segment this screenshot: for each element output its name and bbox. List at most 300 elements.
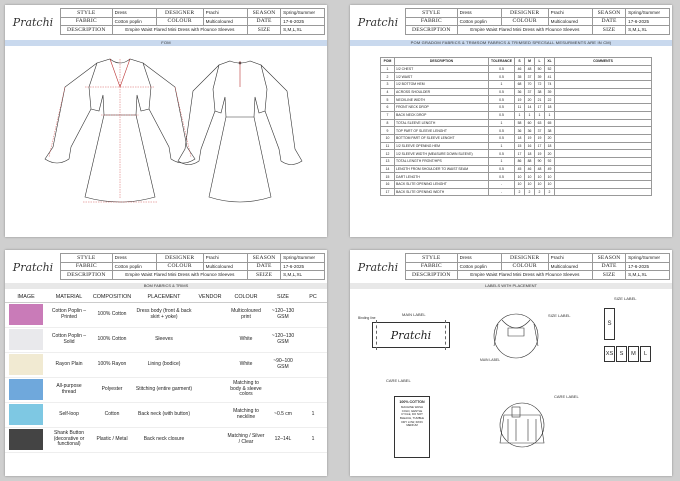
pom-m: 60 (525, 119, 535, 127)
measurement-row (381, 127, 652, 135)
fabric-label: FABRIC (406, 17, 458, 26)
col-size: SIZE (267, 292, 299, 302)
header (5, 5, 327, 39)
pom-l: 38 (535, 88, 545, 96)
pom-l: 2 (535, 188, 545, 196)
back-view (178, 61, 302, 202)
header-table (405, 253, 670, 280)
header (350, 250, 672, 284)
pom-m: 20 (525, 96, 535, 104)
pom-comments (555, 134, 652, 142)
pom-xl: 65 (545, 119, 555, 127)
bom-image-cell (5, 302, 47, 327)
bom-image-cell (5, 427, 47, 452)
measurement-row (381, 104, 652, 112)
pom-xl: 49 (545, 165, 555, 173)
front-sleeve-left (45, 63, 97, 163)
pom-tolerance: 0.5 (489, 104, 515, 112)
size-label-set (604, 346, 651, 362)
bom-composition: Plastic / Metal (91, 427, 133, 452)
tech-pack-page-labels[interactable] (350, 250, 672, 476)
measurement-row (381, 96, 652, 104)
pom-l: 19 (535, 134, 545, 142)
pom-m: 88 (525, 157, 535, 165)
pom-description: DART LENGTH (395, 173, 489, 181)
pom-l: 39 (535, 73, 545, 81)
pom-description: 1/2 SLEEVE WIDTH (MEASURE DOWN SLEEVE) (395, 150, 489, 158)
season-value: Spring/Summer (281, 254, 325, 263)
fabric-value: Cotton poplin (457, 17, 501, 26)
section-band: LABELS WITH PLACEMENT (350, 283, 672, 289)
col-xl: XL (545, 58, 555, 66)
measurement-row (381, 157, 652, 165)
date-value: 17-6-2025 (281, 17, 325, 26)
measurement-row (381, 73, 652, 81)
measurement-row (381, 165, 652, 173)
pom-m: 37 (525, 73, 535, 81)
header (5, 250, 327, 284)
pom-xl: 92 (545, 157, 555, 165)
pom-number: 8 (381, 119, 395, 127)
bom-colour: Multicoloured print (225, 302, 267, 327)
pom-number: 3 (381, 81, 395, 89)
front-sleeve-right (143, 63, 195, 163)
season-value: Spring/Summer (626, 9, 670, 18)
style-value: Dress (457, 254, 501, 263)
fabric-value: Cotton poplin (112, 262, 156, 271)
pom-comments (555, 127, 652, 135)
pom-comments (555, 165, 652, 173)
description-value: Empire Waist Flared Mini Dress with Flounce Sleeves (112, 271, 247, 280)
pom-l: 48 (535, 165, 545, 173)
material-swatch-image (9, 404, 43, 425)
bom-material: All-purpose thread (47, 377, 91, 402)
designer-value: Prachi (548, 254, 592, 263)
dress-flat-sketch (5, 47, 327, 237)
pom-s: 58 (515, 119, 525, 127)
pom-m: 10 (525, 181, 535, 189)
pom-l: 21 (535, 96, 545, 104)
size-value: S,M,L,XL (281, 271, 325, 280)
measurement-row (381, 173, 652, 181)
bom-vendor (195, 402, 225, 427)
style-label: STYLE (61, 9, 113, 18)
pom-s: 19 (515, 96, 525, 104)
pom-xl: 39 (545, 88, 555, 96)
pom-description: TOP PART OF SLEEVE LENGHT (395, 127, 489, 135)
section-band: FOM (5, 40, 327, 46)
pom-number: 1 (381, 65, 395, 73)
bom-composition: 100% Cotton (91, 327, 133, 352)
col-colour: COLOUR (225, 292, 267, 302)
pom-number: 4 (381, 88, 395, 96)
pom-description: FRONT NECK DROP (395, 104, 489, 112)
header-table (60, 8, 325, 35)
pom-xl: 2 (545, 188, 555, 196)
season-label: SEASON (248, 9, 281, 18)
size-label: SIZE (593, 26, 626, 35)
bom-size: ~0.5 cm (267, 402, 299, 427)
size-tag-l: L (640, 346, 651, 362)
pom-number: 9 (381, 127, 395, 135)
season-value: Spring/Summer (281, 9, 325, 18)
size-label: SIZE (248, 26, 281, 35)
bom-pc: 1 (299, 427, 327, 452)
pom-l: 10 (535, 181, 545, 189)
pom-tolerance: 0.5 (489, 73, 515, 81)
pom-comments (555, 88, 652, 96)
pom-s: 46 (515, 65, 525, 73)
material-swatch-image (9, 379, 43, 400)
date-value: 17-6-2025 (281, 262, 325, 271)
bom-material: Shank Button (decorative or functional) (47, 427, 91, 452)
pom-comments (555, 73, 652, 81)
designer-value: Prachi (203, 254, 247, 263)
bom-composition: Cotton (91, 402, 133, 427)
pom-s: 10 (515, 173, 525, 181)
bom-vendor (195, 377, 225, 402)
header-table (60, 253, 325, 280)
style-value: Dress (457, 9, 501, 18)
designer-label: DESIGNER (501, 254, 548, 263)
description-value: Empire Waist Flared Mini Dress with Flounce Sleeves (112, 26, 247, 35)
fabric-value: Cotton poplin (457, 262, 501, 271)
pom-m: 37 (525, 88, 535, 96)
main-label-artwork: Pratchi (372, 322, 450, 348)
pom-l: 72 (535, 81, 545, 89)
designer-label: DESIGNER (156, 9, 203, 18)
designer-label: DESIGNER (501, 9, 548, 18)
pom-xl: 74 (545, 81, 555, 89)
col-pc: PC (299, 292, 327, 302)
bom-composition: 100% Cotton (91, 302, 133, 327)
measurement-row (381, 65, 652, 73)
bom-pc (299, 352, 327, 377)
col-description: DESCRIPTION (395, 58, 489, 66)
pom-number: 11 (381, 142, 395, 150)
col-s: S (515, 58, 525, 66)
pom-l: 37 (535, 127, 545, 135)
bom-vendor (195, 352, 225, 377)
col-tolerance: TOLERANCE (489, 58, 515, 66)
style-value: Dress (112, 9, 156, 18)
material-swatch-image (9, 304, 43, 325)
fabric-value: Cotton poplin (112, 17, 156, 26)
pom-l: 10 (535, 173, 545, 181)
pom-tolerance: 0.5 (489, 127, 515, 135)
size-tag-xs: XS (604, 346, 615, 362)
pom-number: 14 (381, 165, 395, 173)
measurement-row (381, 81, 652, 89)
pom-number: 17 (381, 188, 395, 196)
season-label: SEASON (593, 254, 626, 263)
measurement-row (381, 111, 652, 119)
bom-composition: Polyester (91, 377, 133, 402)
col-placement: PLACEMENT (133, 292, 195, 302)
pom-l: 1 (535, 111, 545, 119)
size-label-caption-neck: SIZE LABEL (548, 313, 571, 318)
brand-logo: Pratchi (12, 15, 54, 29)
size-tag-m: M (628, 346, 639, 362)
bom-size: ~120–130 GSM (267, 327, 299, 352)
col-comments: COMMENTS (555, 58, 652, 66)
material-swatch-image (9, 354, 43, 375)
pom-m: 1 (525, 111, 535, 119)
pom-l: 19 (535, 150, 545, 158)
pom-number: 16 (381, 181, 395, 189)
pom-comments (555, 65, 652, 73)
bom-placement: Sleeves (133, 327, 195, 352)
bom-material: Cotton Poplin – Solid (47, 327, 91, 352)
bom-pc (299, 327, 327, 352)
pom-tolerance: 0.5 (489, 134, 515, 142)
bom-table (5, 292, 327, 453)
tech-pack-page-bom[interactable] (5, 250, 327, 476)
size-label-single: S (604, 308, 615, 340)
pom-m: 36 (525, 127, 535, 135)
date-value: 17-6-2025 (626, 262, 670, 271)
pom-s: 1 (515, 111, 525, 119)
tech-pack-page-measurements[interactable] (350, 5, 672, 237)
pom-description: ACROSS SHOULDER (395, 88, 489, 96)
fabric-label: FABRIC (406, 262, 458, 271)
date-label: DATE (593, 17, 626, 26)
bom-header-row (5, 292, 327, 302)
bom-vendor (195, 427, 225, 452)
pom-comments (555, 157, 652, 165)
pom-m: 16 (525, 142, 535, 150)
colour-label: COLOUR (501, 17, 548, 26)
pom-number: 15 (381, 173, 395, 181)
pom-s: 15 (515, 142, 525, 150)
bom-pc (299, 302, 327, 327)
colour-label: COLOUR (501, 262, 548, 271)
pom-tolerance: 0.5 (489, 150, 515, 158)
binding-line-caption: Binding line (358, 316, 376, 320)
pom-s: 10 (515, 181, 525, 189)
bom-row (5, 352, 327, 377)
pom-description: 1/2 CHEST (395, 65, 489, 73)
description-value: Empire Waist Flared Mini Dress with Flounce Sleeves (457, 271, 592, 280)
section-band: BOM FABRICS & TRIMS (5, 283, 327, 289)
pom-description: 1/2 SLEEVE OPENING HEM (395, 142, 489, 150)
bom-placement: Back neck (with button) (133, 402, 195, 427)
pom-number: 2 (381, 73, 395, 81)
pom-m: 10 (525, 173, 535, 181)
description-label: DESCRIPTION (61, 26, 113, 35)
colour-value: Multicoloured (203, 262, 247, 271)
colour-value: Multicoloured (203, 17, 247, 26)
pom-m: 48 (525, 65, 535, 73)
pom-s: 35 (515, 73, 525, 81)
pom-tolerance: 0.5 (489, 96, 515, 104)
pom-description: BACK SLITE OPENING LENGHT (395, 181, 489, 189)
pom-m: 46 (525, 165, 535, 173)
pom-xl: 41 (545, 73, 555, 81)
pom-s: 45 (515, 165, 525, 173)
fabric-label: FABRIC (61, 17, 113, 26)
pom-l: 50 (535, 65, 545, 73)
pom-s: 11 (515, 104, 525, 112)
main-label-caption-neck: MAIN LABEL (480, 358, 500, 362)
pom-s: 17 (515, 150, 525, 158)
bom-size (267, 377, 299, 402)
bom-row (5, 427, 327, 452)
col-material: MATERIAL (47, 292, 91, 302)
pom-xl: 1 (545, 111, 555, 119)
bom-row (5, 327, 327, 352)
colour-label: COLOUR (156, 262, 203, 271)
bom-vendor (195, 327, 225, 352)
bom-pc: 1 (299, 402, 327, 427)
size-value: S,M,L,XL (281, 26, 325, 35)
pom-number: 10 (381, 134, 395, 142)
pom-comments (555, 188, 652, 196)
header-table (405, 8, 670, 35)
pom-xl: 18 (545, 104, 555, 112)
pom-s: 86 (515, 157, 525, 165)
size-label: SIZE (593, 271, 626, 280)
size-label-caption: SIZE LABEL (614, 296, 637, 301)
colour-label: COLOUR (156, 17, 203, 26)
pom-xl: 38 (545, 127, 555, 135)
date-label: DATE (248, 262, 281, 271)
pom-s: 36 (515, 127, 525, 135)
bom-colour: Matching to body & sleeve colors (225, 377, 267, 402)
col-vendor: VENDOR (195, 292, 225, 302)
pom-s: 68 (515, 81, 525, 89)
pom-tolerance: 0.5 (489, 173, 515, 181)
material-swatch-image (9, 429, 43, 450)
tech-pack-page-flat-sketch[interactable] (5, 5, 327, 237)
material-swatch-image (9, 329, 43, 350)
pom-m: 14 (525, 104, 535, 112)
bom-vendor (195, 302, 225, 327)
season-value: Spring/Summer (626, 254, 670, 263)
bom-material: Rayon Plain (47, 352, 91, 377)
bom-placement: Dress body (front & back skirt + yoke) (133, 302, 195, 327)
bom-image-cell (5, 352, 47, 377)
bom-image-cell (5, 327, 47, 352)
bom-colour: White (225, 327, 267, 352)
designer-value: Prachi (548, 9, 592, 18)
bom-placement: Lining (bodice) (133, 352, 195, 377)
measurement-row (381, 181, 652, 189)
pom-comments (555, 181, 652, 189)
pom-description: TOTAL SLEEVE LENGTH (395, 119, 489, 127)
measurement-row (381, 142, 652, 150)
style-label: STYLE (406, 254, 458, 263)
col-m: M (525, 58, 535, 66)
measurement-row (381, 150, 652, 158)
pom-m: 19 (525, 134, 535, 142)
bom-pc (299, 377, 327, 402)
pom-description: BACK NECK DROP (395, 111, 489, 119)
pom-number: 7 (381, 111, 395, 119)
season-label: SEASON (248, 254, 281, 263)
care-label-caption: CARE LABEL (386, 378, 411, 383)
colour-value: Multicoloured (548, 17, 592, 26)
date-label: DATE (248, 17, 281, 26)
bom-colour: White (225, 352, 267, 377)
bom-image-cell (5, 377, 47, 402)
brand-logo: Pratchi (357, 15, 399, 29)
main-label-stitch-lines (376, 320, 446, 350)
pom-comments (555, 142, 652, 150)
care-label-heading: 100% COTTON (399, 400, 425, 404)
description-label: DESCRIPTION (406, 26, 458, 35)
style-label: STYLE (406, 9, 458, 18)
pom-tolerance: 0.5 (489, 65, 515, 73)
pom-description: LENGTH FROM SHOULDER TO WAIST SEAM (395, 165, 489, 173)
style-value: Dress (112, 254, 156, 263)
bom-material: Cotton Poplin – Printed (47, 302, 91, 327)
pom-comments (555, 81, 652, 89)
pom-s: 2 (515, 188, 525, 196)
pom-xl: 52 (545, 65, 555, 73)
size-tag-s: S (616, 346, 627, 362)
brand-logo: Pratchi (12, 260, 54, 274)
pom-m: 2 (525, 188, 535, 196)
pom-l: 17 (535, 142, 545, 150)
bom-image-cell (5, 402, 47, 427)
pom-tolerance: 0.5 (489, 165, 515, 173)
size-value: S,M,L,XL (626, 26, 670, 35)
bom-size: ~120–130 GSM (267, 302, 299, 327)
designer-value: Prachi (203, 9, 247, 18)
pom-l: 63 (535, 119, 545, 127)
care-label-text: MACHINE WASH COLD, GENTLE CYCLE, DO NOT BLEACH, TUMBLE DRY LOW, IRON MEDIUM (399, 405, 425, 428)
pom-number: 13 (381, 157, 395, 165)
pom-number: 6 (381, 104, 395, 112)
pom-xl: 18 (545, 142, 555, 150)
measurement-table (380, 57, 652, 196)
care-label-caption-seam: CARE LABEL (554, 394, 579, 399)
pom-comments (555, 173, 652, 181)
pom-comments (555, 119, 652, 127)
designer-label: DESIGNER (156, 254, 203, 263)
pom-xl: 20 (545, 134, 555, 142)
col-pom: POM (381, 58, 395, 66)
pom-tolerance: - (489, 188, 515, 196)
bom-placement: Stitching (entire garment) (133, 377, 195, 402)
pom-comments (555, 96, 652, 104)
pom-xl: 20 (545, 150, 555, 158)
pom-m: 18 (525, 150, 535, 158)
pom-s: 18 (515, 134, 525, 142)
section-band: POM GRADOM FABRICS & TRIMSOM FABRICS & TRIMSED SPECSALL MESURMENTS ARE IN CM) (350, 40, 672, 46)
date-label: DATE (593, 262, 626, 271)
size-label: SEIZE (248, 271, 281, 280)
bom-colour: Matching / Silver / Clear (225, 427, 267, 452)
bom-size: 12–14L (267, 427, 299, 452)
bom-composition: 100% Rayon (91, 352, 133, 377)
colour-value: Multicoloured (548, 262, 592, 271)
pom-description: BACK SLITE OPENING WIDTH (395, 188, 489, 196)
pom-number: 12 (381, 150, 395, 158)
col-l: L (535, 58, 545, 66)
pom-comments (555, 111, 652, 119)
pom-tolerance: 1 (489, 142, 515, 150)
bom-colour: Matching to neckline (225, 402, 267, 427)
pom-l: 17 (535, 104, 545, 112)
pom-xl: 22 (545, 96, 555, 104)
date-value: 17-6-2025 (626, 17, 670, 26)
pom-tolerance: 0.5 (489, 88, 515, 96)
bom-material: Self-loop (47, 402, 91, 427)
description-label: DESCRIPTION (61, 271, 113, 280)
description-label: DESCRIPTION (406, 271, 458, 280)
